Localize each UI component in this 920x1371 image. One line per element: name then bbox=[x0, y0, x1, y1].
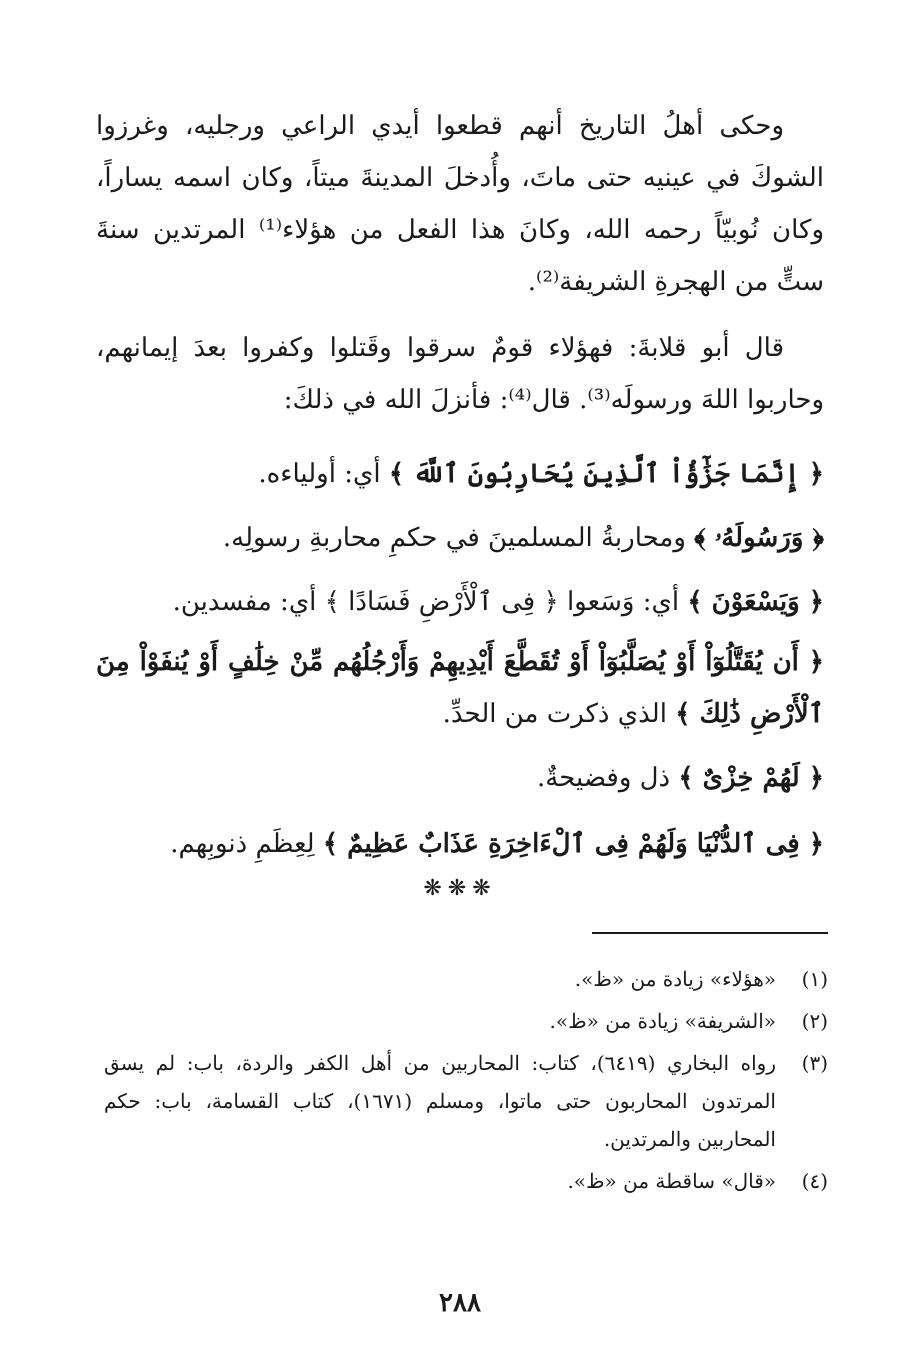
quran-text: ﴿ أَن يُقَتَّلُوٓاْ أَوْ يُصَلَّبُوٓاْ أَوْ تُقَطَّعَ أَيْدِيهِمْ وَأَرْجُلُهُم مِّنْ خِلَٰفٍ أَوْ يُنفَوْاْ مِنَ ٱلْأَرْضِ ذَٰلِكَ ﴾ bbox=[96, 647, 824, 729]
verse-line bbox=[96, 818, 824, 870]
footnote-number: (١) bbox=[801, 967, 828, 991]
verse-commentary: ذل وفضيحةٌ. bbox=[537, 763, 679, 793]
footnote-item bbox=[104, 1002, 828, 1040]
verse-commentary: أي: أولياءه. bbox=[258, 459, 389, 489]
verse-line bbox=[96, 636, 824, 740]
footnote-text: رواه البخاري (٦٤١٩)، كتاب: المحاربين من أهل الكفر والردة، باب: لم يسق المرتدون المحاربون حتى ماتوا، ومسلم (١٦٧١)، كتاب القسامة، باب: حكم المحاربين والمرتدين. bbox=[104, 1051, 776, 1151]
verse-commentary: أي: وَسَعوا ﴿ فِى ٱلْأَرْضِ فَسَادًا ﴾ أي: مفسدين. bbox=[172, 587, 688, 617]
paragraph-text: قال أبو قلابةَ: فهؤلاء قومٌ سرقوا وقَتلوا وكفروا بعدَ إيمانهم، وحاربوا اللهَ ورسولَه⁽³⁾. قال⁽⁴⁾: فأنزلَ الله في ذلكَ: bbox=[96, 333, 824, 415]
footnote-text: «الشريفة» زيادة من «ظ». bbox=[549, 1009, 776, 1033]
section-separator: ❋❋❋ bbox=[423, 876, 497, 901]
footnote-item bbox=[104, 1044, 828, 1158]
verse-line bbox=[96, 576, 824, 628]
quran-text: ﴿ لَهُمْ خِزْىٌ ﴾ bbox=[678, 763, 824, 793]
footnote-divider bbox=[592, 932, 828, 934]
quran-text: ﴿ إِنَّمَا جَزَٰٓؤُاْ ٱلَّذِينَ يُحَارِبُونَ ٱللَّهَ ﴾ bbox=[388, 459, 824, 489]
quran-text: ﴿ وَيَسْعَوْنَ ﴾ bbox=[687, 587, 824, 617]
footnotes bbox=[104, 960, 828, 1204]
verse-line bbox=[96, 752, 824, 804]
footnote-text: «قال» ساقطة من «ظ». bbox=[567, 1169, 776, 1193]
quran-text: ﴿ وَرَسُولَهُۥ ﴾ bbox=[694, 523, 824, 553]
footnote-number: (٣) bbox=[801, 1051, 828, 1075]
footnote-number: (٤) bbox=[801, 1169, 828, 1193]
paragraph-text: وحكى أهلُ التاريخ أنهم قطعوا أيدي الراعي ورجليه، وغرزوا الشوكَ في عينيه حتى ماتَ، وأُدخلَ المدينةَ ميتاً، وكان اسمه يساراً، وكان نُوبيّاً رحمه الله، وكانَ هذا الفعل من هؤلاء⁽¹⁾ المرتدين سنةَ ستٍّ من الهجرةِ الشريفة⁽²⁾. bbox=[96, 111, 824, 297]
verse-line bbox=[96, 448, 824, 500]
footnote-item bbox=[104, 960, 828, 998]
verse-line bbox=[96, 512, 824, 564]
verse-commentary: الذي ذكرت من الحدِّ. bbox=[442, 699, 676, 729]
footnote-number: (٢) bbox=[801, 1009, 828, 1033]
page-number: ٢٨٨ bbox=[439, 1288, 481, 1318]
footnote-item bbox=[104, 1162, 828, 1200]
footnote-text: «هؤلاء» زيادة من «ظ». bbox=[574, 967, 776, 991]
verse-commentary: لِعِظَمِ ذنوبِهم. bbox=[170, 829, 323, 859]
paragraph-history bbox=[96, 100, 824, 308]
quran-text: ﴿ فِى ٱلدُّنْيَا وَلَهُمْ فِى ٱلْءَاخِرَةِ عَذَابٌ عَظِيمٌ ﴾ bbox=[322, 829, 824, 859]
verse-commentary: ومحاربةُ المسلمينَ في حكمِ محاربةِ رسولِه. bbox=[222, 523, 695, 553]
paragraph-abu-qilaba bbox=[96, 322, 824, 426]
